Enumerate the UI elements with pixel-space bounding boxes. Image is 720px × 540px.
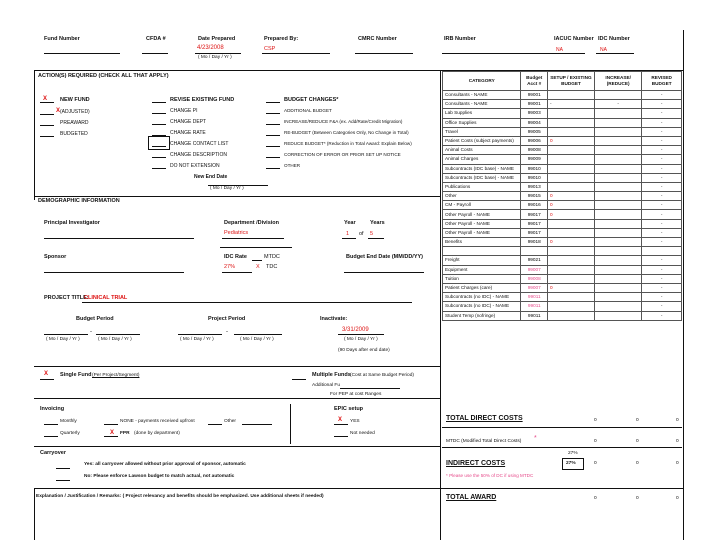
iacuc-value[interactable]: NA bbox=[556, 47, 563, 53]
budget-row bbox=[443, 173, 682, 182]
budget-row bbox=[443, 311, 682, 320]
budget-cell-revised: - bbox=[642, 201, 682, 210]
budget-cell-acct: 99007 bbox=[521, 283, 547, 292]
date-prepared-label: Date Prepared bbox=[198, 36, 236, 42]
budget-cell-acct: 99021 bbox=[521, 256, 547, 265]
budget-cell-setup[interactable]: - bbox=[547, 100, 594, 109]
mtdc-setup: 0 bbox=[594, 439, 597, 444]
epic-yes-mark[interactable]: X bbox=[338, 417, 343, 423]
budget-cell-setup[interactable] bbox=[547, 302, 594, 311]
budget-cell-setup[interactable] bbox=[547, 265, 594, 274]
budget-end-format: ( Mo / Day / Yr ) bbox=[98, 337, 132, 342]
budget-cell-setup[interactable] bbox=[547, 228, 594, 237]
total-direct-increase: 0 bbox=[636, 418, 639, 423]
budget-cell-acct: 99008 bbox=[521, 274, 547, 283]
budget-cell-category: Freight bbox=[443, 256, 521, 265]
budget-cell-acct: 99001 bbox=[521, 100, 547, 109]
action-col1-item: BUDGETED bbox=[60, 131, 88, 137]
epic-yes-label: YES bbox=[350, 419, 360, 424]
action-col3-item: INCREASE/REDUCE F&A (ex. Add/Rate/Credit Migration) bbox=[284, 119, 403, 124]
budget-cell-increase[interactable] bbox=[594, 164, 641, 173]
total-award-setup: 0 bbox=[594, 496, 597, 501]
action-col3-item: REDUCE BUDGET* (Reduction in Total Award: Explain Below) bbox=[284, 141, 412, 146]
budget-cell-category: Subcontracts (IDC base) - NAME bbox=[443, 173, 521, 182]
budget-cell-increase[interactable] bbox=[594, 247, 641, 256]
project-start-format: ( Mo / Day / Yr ) bbox=[180, 337, 214, 342]
mtdc-revised: 0 bbox=[676, 439, 679, 444]
budget-cell-setup[interactable] bbox=[547, 91, 594, 100]
budget-cell-increase[interactable] bbox=[594, 155, 641, 164]
other-invoicing-label: Other bbox=[224, 419, 236, 424]
single-fund-mark[interactable]: X bbox=[44, 371, 49, 377]
budget-cell-category: Other Payroll - NAME bbox=[443, 210, 521, 219]
budget-cell-acct: 99018 bbox=[521, 238, 547, 247]
budget-row bbox=[443, 192, 682, 201]
prepared-by-value[interactable]: CSP bbox=[264, 46, 276, 52]
total-award-revised: 0 bbox=[676, 496, 679, 501]
budget-row bbox=[443, 293, 682, 302]
monthly-label: Monthly bbox=[60, 419, 77, 424]
actions-title: ACTION(S) REQUIRED (CHECK ALL THAT APPLY) bbox=[38, 73, 169, 79]
budget-cell-setup[interactable] bbox=[547, 182, 594, 191]
action-col3-item: BUDGET CHANGES* bbox=[284, 97, 339, 103]
action-col3-item: OTHER bbox=[284, 163, 301, 168]
budget-row bbox=[443, 256, 682, 265]
indirect-label: INDIRECT COSTS bbox=[446, 460, 506, 467]
budget-cell-increase[interactable] bbox=[594, 192, 641, 201]
tdc-label: TDC bbox=[266, 264, 278, 270]
budget-cell-acct: 99017 bbox=[521, 219, 547, 228]
budget-cell-revised: - bbox=[642, 238, 682, 247]
action-col1-item: PREAWARD bbox=[60, 120, 89, 126]
budget-row bbox=[443, 201, 682, 210]
budget-cell-setup[interactable] bbox=[547, 146, 594, 155]
budget-row bbox=[443, 265, 682, 274]
budget-cell-category: Subcontracts (no IDC) - NAME bbox=[443, 293, 521, 302]
years-value[interactable]: 5 bbox=[370, 231, 374, 237]
budget-cell-setup[interactable]: 0 bbox=[547, 283, 594, 292]
budget-end-label: Budget End Date (MM/DD/YY) bbox=[346, 254, 423, 260]
budget-table bbox=[442, 71, 682, 321]
action-col2-item: New End Date bbox=[194, 174, 228, 180]
budget-cell-setup[interactable] bbox=[547, 173, 594, 182]
budget-cell-revised: - bbox=[642, 146, 682, 155]
fund-number-label: Fund Number bbox=[44, 36, 80, 42]
budget-cell-setup[interactable] bbox=[547, 293, 594, 302]
sponsor-label: Sponsor bbox=[44, 254, 67, 260]
budget-cell-increase[interactable] bbox=[594, 302, 641, 311]
budget-cell-revised: - bbox=[642, 164, 682, 173]
carryover-no: No: Please enforce Lawson budget to match actual, not automatic bbox=[84, 474, 235, 479]
pi-label: Principal Investigator bbox=[44, 220, 100, 226]
budget-cell-increase[interactable] bbox=[594, 311, 641, 320]
budget-cell-revised: - bbox=[642, 311, 682, 320]
action-col2-item: CHANGE DEPT bbox=[170, 119, 207, 125]
carryover-yes: Yes: all carryover allowed without prior approval of sponsor, automatic bbox=[84, 462, 246, 467]
budget-cell-revised: - bbox=[642, 182, 682, 191]
project-period-label: Project Period bbox=[208, 316, 246, 322]
budget-cell-acct: 99010 bbox=[521, 173, 547, 182]
action-mark[interactable]: X bbox=[56, 108, 61, 114]
budget-cell-revised: - bbox=[642, 155, 682, 164]
budget-cell-revised: - bbox=[642, 293, 682, 302]
single-fund-label: Single Fund bbox=[60, 372, 92, 378]
budget-cell-increase[interactable]: - bbox=[594, 100, 641, 109]
mtdc-increase: 0 bbox=[636, 439, 639, 444]
indirect-revised: 0 bbox=[676, 461, 679, 466]
budget-cell-category: Animal Charges bbox=[443, 155, 521, 164]
budget-cell-setup[interactable] bbox=[547, 118, 594, 127]
idc-rate-box-value[interactable]: 27% bbox=[566, 461, 576, 466]
of-label: of bbox=[359, 231, 364, 237]
budget-row bbox=[443, 100, 682, 109]
fpr-label: FPR bbox=[120, 431, 130, 436]
for-pep-label: For PEP at cost Ranges bbox=[330, 392, 382, 397]
epic-title: EPIC setup bbox=[334, 406, 364, 412]
additional-funds-label: Additional Fu bbox=[312, 383, 340, 388]
budget-cell-category: Student Temp (nofringe) bbox=[443, 311, 521, 320]
budget-cell-category: Animal Costs bbox=[443, 146, 521, 155]
budget-row bbox=[443, 155, 682, 164]
budget-cell-revised: - bbox=[642, 118, 682, 127]
budget-cell-increase[interactable] bbox=[594, 91, 641, 100]
budget-cell-setup[interactable] bbox=[547, 274, 594, 283]
date-prepared-format: ( Mo / Day / Yr ) bbox=[198, 55, 232, 60]
budget-cell-acct: 99001 bbox=[521, 91, 547, 100]
indirect-setup: 0 bbox=[594, 461, 597, 466]
budget-cell-acct: 99017 bbox=[521, 228, 547, 237]
budget-cell-setup[interactable] bbox=[547, 247, 594, 256]
budget-cell-acct: 99007 bbox=[521, 265, 547, 274]
budget-cell-increase[interactable] bbox=[594, 238, 641, 247]
budget-cell-acct: 99013 bbox=[521, 182, 547, 191]
budget-row bbox=[443, 210, 682, 219]
highlight-box bbox=[148, 136, 170, 150]
head-category: CATEGORY bbox=[443, 72, 521, 91]
budget-cell-revised: - bbox=[642, 219, 682, 228]
action-col3-item: ADDITIONAL BUDGET bbox=[284, 108, 332, 113]
budget-cell-setup[interactable] bbox=[547, 155, 594, 164]
budget-cell-category: CM - Payroll bbox=[443, 201, 521, 210]
budget-cell-category: Other Payroll - NAME bbox=[443, 219, 521, 228]
years-label: Years bbox=[370, 220, 385, 226]
budget-row bbox=[443, 136, 682, 145]
budget-cell-increase[interactable] bbox=[594, 109, 641, 118]
budget-cell-increase[interactable] bbox=[594, 127, 641, 136]
budget-cell-increase[interactable] bbox=[594, 173, 641, 182]
budget-row bbox=[443, 238, 682, 247]
head-increase: INCREASE/ (REDUCE) bbox=[594, 72, 641, 91]
budget-row bbox=[443, 274, 682, 283]
budget-cell-revised: - bbox=[642, 302, 682, 311]
budget-cell-acct bbox=[521, 247, 547, 256]
date-prepared-value[interactable]: 4/23/2008 bbox=[197, 45, 224, 51]
action-col3-item: RE-BUDGET (Between Categories Only, No Change in Total) bbox=[284, 130, 409, 135]
budget-cell-category: Lab Supplies bbox=[443, 109, 521, 118]
budget-cell-acct: 99004 bbox=[521, 118, 547, 127]
budget-cell-category: Publications bbox=[443, 182, 521, 191]
action-col2-item: CHANGE PI bbox=[170, 108, 198, 114]
budget-cell-increase[interactable] bbox=[594, 210, 641, 219]
budget-cell-acct: 99016 bbox=[521, 201, 547, 210]
budget-cell-increase[interactable] bbox=[594, 283, 641, 292]
budget-cell-category: Office Supplies bbox=[443, 118, 521, 127]
action-mark[interactable]: X bbox=[43, 96, 48, 102]
idc-rate-top: 27% bbox=[568, 451, 578, 456]
budget-cell-revised: - bbox=[642, 100, 682, 109]
idc-rate-value[interactable]: 27% bbox=[224, 264, 236, 270]
budget-row bbox=[443, 146, 682, 155]
budget-cell-acct: 99011 bbox=[521, 311, 547, 320]
invoicing-title: Invoicing bbox=[40, 406, 65, 412]
idc-rate-label: IDC Rate bbox=[224, 254, 247, 260]
action-col2-item: CHANGE CONTACT LIST bbox=[170, 141, 229, 147]
budget-cell-category: Patient Costs (subject payments) bbox=[443, 136, 521, 145]
budget-cell-revised: - bbox=[642, 256, 682, 265]
budget-cell-category: Consultants - NAME bbox=[443, 100, 521, 109]
budget-cell-revised: - bbox=[642, 274, 682, 283]
none-label: NONE - payments received upfront bbox=[120, 419, 195, 424]
budget-cell-increase[interactable] bbox=[594, 274, 641, 283]
epic-not-needed-label: Not needed bbox=[350, 431, 375, 436]
mtdc-star: * bbox=[534, 435, 537, 442]
fpr-mark[interactable]: X bbox=[110, 430, 115, 436]
budget-cell-increase[interactable] bbox=[594, 265, 641, 274]
inactivate-label: Inactivate: bbox=[320, 316, 348, 322]
budget-cell-setup[interactable] bbox=[547, 164, 594, 173]
total-direct-setup: 0 bbox=[594, 418, 597, 423]
budget-row bbox=[443, 283, 682, 292]
budget-cell-increase[interactable] bbox=[594, 118, 641, 127]
budget-cell-acct: 99010 bbox=[521, 164, 547, 173]
budget-start-format: ( Mo / Day / Yr ) bbox=[46, 337, 80, 342]
multiple-funds-note: (Cost at Same Budget Period) bbox=[350, 373, 414, 378]
action-col3-item: CORRECTION OF ERROR OR PRIOR SET UP NOTICE bbox=[284, 152, 401, 157]
budget-cell-setup[interactable] bbox=[547, 109, 594, 118]
budget-cell-setup[interactable] bbox=[547, 127, 594, 136]
budget-cell-acct: 99006 bbox=[521, 136, 547, 145]
budget-cell-setup[interactable] bbox=[547, 311, 594, 320]
budget-cell-category bbox=[443, 247, 521, 256]
project-title-label: PROJECT TITLE: bbox=[44, 295, 89, 301]
inactivate-value[interactable]: 3/31/2009 bbox=[342, 327, 369, 333]
action-col2-item: CHANGE RATE bbox=[170, 130, 206, 136]
dept-value[interactable]: Pediatrics bbox=[224, 230, 249, 236]
budget-cell-acct: 99011 bbox=[521, 293, 547, 302]
budget-cell-setup[interactable] bbox=[547, 219, 594, 228]
budget-cell-category: Consultants - NAME bbox=[443, 91, 521, 100]
budget-cell-setup[interactable]: 0 bbox=[547, 192, 594, 201]
budget-cell-category: Patient Charges (care) bbox=[443, 283, 521, 292]
budget-row bbox=[443, 228, 682, 237]
budget-cell-increase[interactable] bbox=[594, 256, 641, 265]
demographic-title: DEMOGRAPHIC INFORMATION bbox=[38, 198, 120, 204]
budget-cell-increase[interactable] bbox=[594, 219, 641, 228]
budget-row bbox=[443, 302, 682, 311]
budget-cell-increase[interactable] bbox=[594, 136, 641, 145]
inactivate-note: (90 Days after end date) bbox=[338, 348, 390, 353]
idc-note: * Please use the 50% of DC if using MTDC bbox=[446, 473, 534, 478]
budget-cell-increase[interactable] bbox=[594, 228, 641, 237]
single-fund-note: (Per Project/Segment) bbox=[92, 373, 140, 378]
budget-cell-increase[interactable] bbox=[594, 201, 641, 210]
budget-cell-setup[interactable]: 0 bbox=[547, 238, 594, 247]
budget-cell-revised: - bbox=[642, 210, 682, 219]
action-col2-item: REVISE EXISTING FUND bbox=[170, 97, 235, 103]
head-revised: REVISED BUDGET bbox=[642, 72, 682, 91]
inactivate-format: ( Mo / Day / Yr ) bbox=[344, 337, 378, 342]
budget-cell-revised: - bbox=[642, 109, 682, 118]
budget-cell-acct: 99011 bbox=[521, 302, 547, 311]
action-col1-item: NEW FUND bbox=[60, 97, 90, 103]
idc-value[interactable]: NA bbox=[600, 47, 607, 53]
budget-row bbox=[443, 118, 682, 127]
budget-cell-revised: - bbox=[642, 136, 682, 145]
budget-cell-acct: 99008 bbox=[521, 146, 547, 155]
budget-cell-revised: - bbox=[642, 265, 682, 274]
year-label: Year bbox=[344, 220, 356, 226]
year-value[interactable]: 1 bbox=[346, 231, 350, 237]
mtdc-label: MTDC bbox=[264, 254, 280, 260]
budget-cell-category: Equipment bbox=[443, 265, 521, 274]
action-col2-item: CHANGE DESCRIPTION bbox=[170, 152, 227, 158]
budget-row bbox=[443, 247, 682, 256]
fpr-note: (done by department) bbox=[134, 431, 180, 436]
budget-cell-category: Subcontracts (no IDC) - NAME bbox=[443, 302, 521, 311]
tdc-mark[interactable]: X bbox=[256, 264, 260, 270]
multiple-funds-label: Multiple Funds bbox=[312, 372, 351, 378]
head-acct: Budget Acct # bbox=[521, 72, 547, 91]
total-award-label: TOTAL AWARD bbox=[446, 494, 497, 501]
dept-label: Department /Division bbox=[224, 220, 280, 226]
budget-cell-revised bbox=[642, 247, 682, 256]
budget-period-label: Budget Period bbox=[76, 316, 114, 322]
budget-cell-setup[interactable]: 0 bbox=[547, 136, 594, 145]
budget-cell-category: Other bbox=[443, 192, 521, 201]
budget-cell-setup[interactable] bbox=[547, 256, 594, 265]
project-end-format: ( Mo / Day / Yr ) bbox=[240, 337, 274, 342]
iacuc-number-label: IACUC Number bbox=[554, 36, 594, 42]
budget-cell-revised: - bbox=[642, 228, 682, 237]
budget-cell-category: Other Payroll - NAME bbox=[443, 228, 521, 237]
budget-cell-increase[interactable] bbox=[594, 146, 641, 155]
budget-row bbox=[443, 127, 682, 136]
head-setup: SETUP / EXISTING BUDGET bbox=[547, 72, 594, 91]
budget-row bbox=[443, 164, 682, 173]
budget-row bbox=[443, 91, 682, 100]
mtdc-row-label: MTDC (Modified Total Direct Costs) bbox=[446, 439, 522, 444]
budget-cell-revised: - bbox=[642, 127, 682, 136]
action-col2-item: DO NOT EXTENSION bbox=[170, 163, 220, 169]
indirect-increase: 0 bbox=[636, 461, 639, 466]
budget-cell-acct: 99009 bbox=[521, 155, 547, 164]
cfda-label: CFDA # bbox=[146, 36, 166, 42]
budget-cell-increase[interactable] bbox=[594, 182, 641, 191]
budget-cell-setup[interactable]: 0 bbox=[547, 210, 594, 219]
budget-cell-category: Subcontracts (IDC base) - NAME bbox=[443, 164, 521, 173]
budget-row bbox=[443, 182, 682, 191]
budget-cell-acct: 99003 bbox=[521, 109, 547, 118]
budget-cell-revised: - bbox=[642, 91, 682, 100]
prepared-by-label: Prepared By: bbox=[264, 36, 299, 42]
idc-number-label: IDC Number bbox=[598, 36, 630, 42]
action-col1-item: (ADJUSTED) bbox=[60, 109, 90, 115]
budget-cell-acct: 99017 bbox=[521, 210, 547, 219]
budget-row bbox=[443, 109, 682, 118]
budget-cell-acct: 99005 bbox=[521, 127, 547, 136]
budget-cell-revised: - bbox=[642, 192, 682, 201]
budget-cell-category: Tuition bbox=[443, 274, 521, 283]
budget-cell-category: Travel bbox=[443, 127, 521, 136]
budget-cell-increase[interactable] bbox=[594, 293, 641, 302]
total-direct-revised: 0 bbox=[676, 418, 679, 423]
budget-cell-acct: 99015 bbox=[521, 192, 547, 201]
project-title-value[interactable]: CLINICAL TRIAL bbox=[84, 295, 128, 301]
budget-cell-setup[interactable]: 0 bbox=[547, 201, 594, 210]
budget-cell-revised: - bbox=[642, 283, 682, 292]
budget-cell-category: Benefits bbox=[443, 238, 521, 247]
total-award-increase: 0 bbox=[636, 496, 639, 501]
new-end-date-format: ( Mo / Day / Yr ) bbox=[210, 186, 244, 191]
explanation-label: Explanation / Justification / Remarks: ( Project relevancy and benefits should be emphasized. Use additional sheets if needed) bbox=[36, 494, 324, 499]
cmrc-number-label: CMRC Number bbox=[358, 36, 397, 42]
carryover-title: Carryover bbox=[40, 450, 66, 456]
budget-cell-revised: - bbox=[642, 173, 682, 182]
budget-row bbox=[443, 219, 682, 228]
total-direct-label: TOTAL DIRECT COSTS bbox=[446, 415, 523, 422]
irb-number-label: IRB Number bbox=[444, 36, 476, 42]
quarterly-label: Quarterly bbox=[60, 431, 80, 436]
